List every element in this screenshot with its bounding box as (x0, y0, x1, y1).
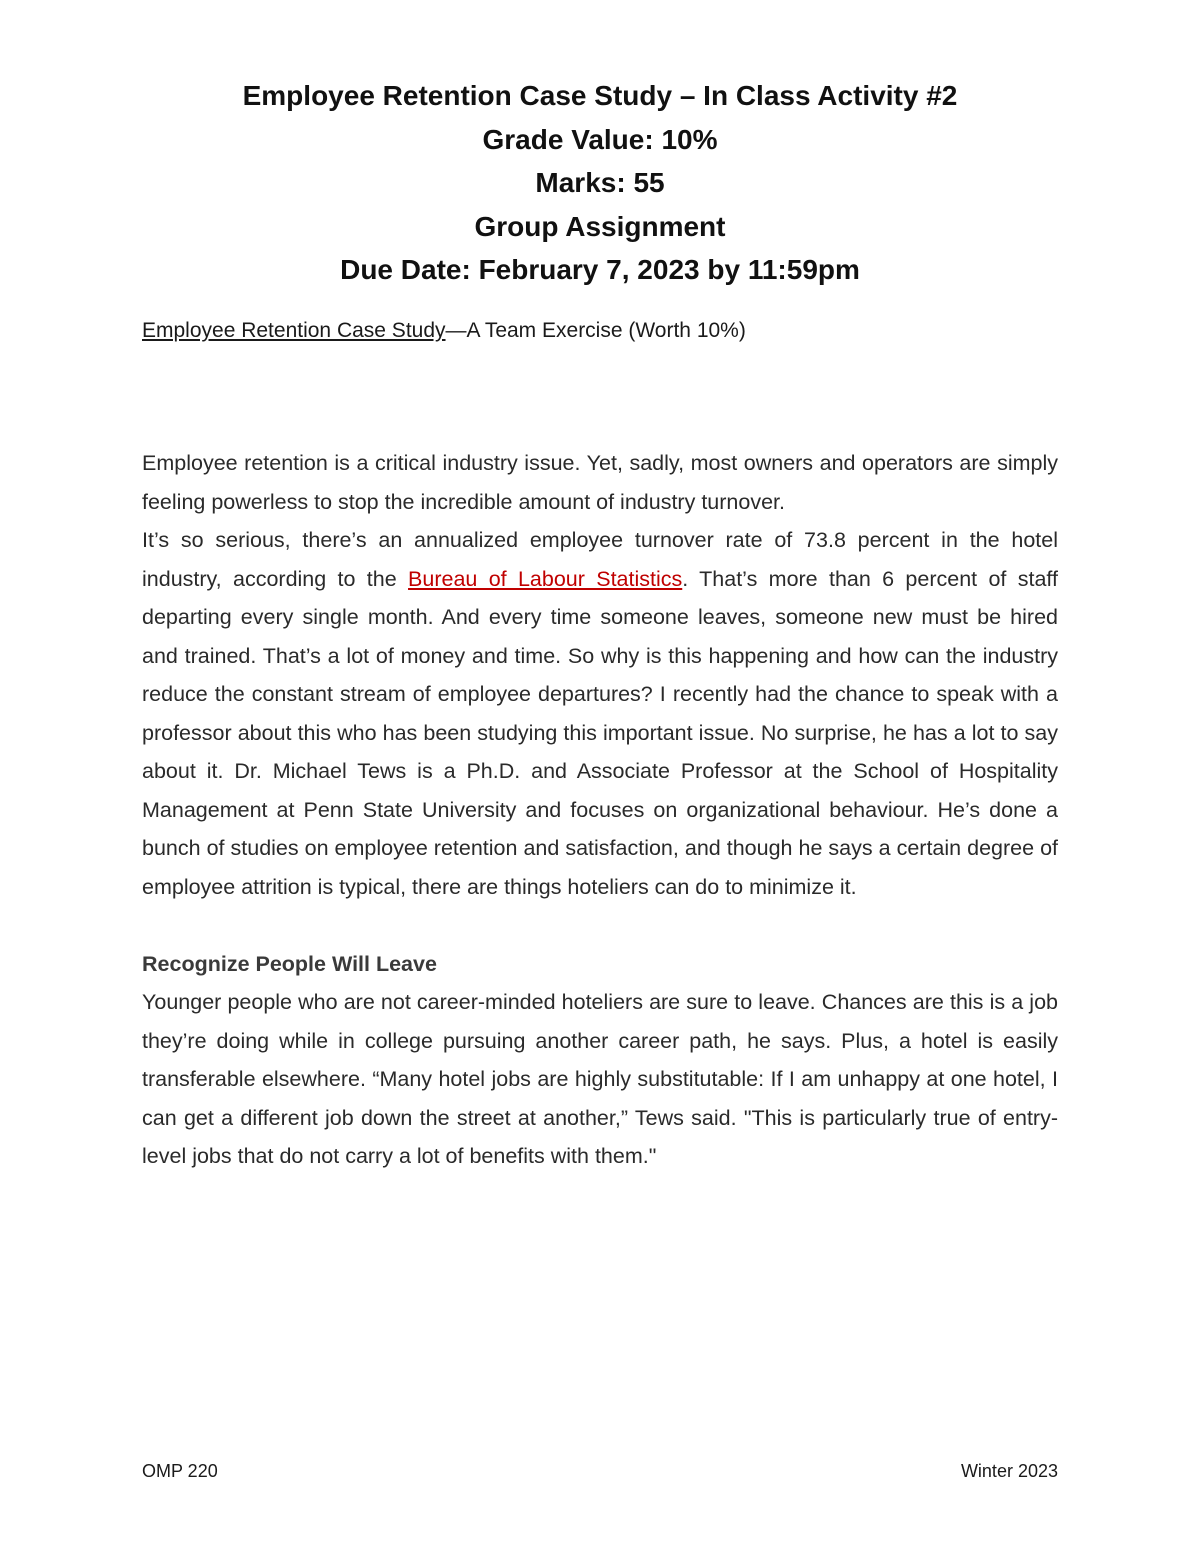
marks: Marks: 55 (535, 167, 665, 198)
due-date: Due Date: February 7, 2023 by 11:59pm (340, 254, 860, 285)
assignment-type: Group Assignment (474, 210, 726, 242)
section-heading: Recognize People Will Leave (142, 951, 437, 976)
paragraph-intro: Employee retention is a critical industry issue. Yet, sadly, most owners and operators are simply feeling powerless to stop the incredible amount of industry turnover. (142, 451, 1058, 514)
paragraph-turnover-rest: . That’s more than 6 percent of staff departing every single month. And every time someone leaves, someone new must be hired and trained. That’s a lot of money and time. So why is this happening and how can the industry reduce the constant stream of employee departures? I recently had the chance to speak with a professor about this who has been studying this important issue. No surprise, he has a lot to say about it. Dr. Michael Tews is a Ph.D. and Associate Professor at the School of Hospitality Management at Penn State University and focuses on organizational behaviour. He’s done a bunch of studies on employee retention and satisfaction, and though he says a certain degree of employee attrition is typical, there are things hoteliers can do to minimize it. (142, 566, 1058, 899)
paragraph-recognize: Younger people who are not career-minded hoteliers are sure to leave. Chances are this is a job they’re doing while in college pursuing another career path, he says. Plus, a hotel is easily transferable elsewhere. “Many hotel jobs are highly substitutable: If I am unhappy at one hotel, I can get a different job down the street at another,” Tews said. "This is particularly true of entry-level jobs that do not carry a lot of benefits with them." (142, 990, 1058, 1168)
subtitle-rest: —A Team Exercise (Worth 10%) (445, 319, 746, 342)
body-text (142, 444, 1058, 1176)
footer-course-code: OMP 220 (142, 1461, 218, 1481)
grade-value: Grade Value: 10% (482, 123, 718, 155)
document-title: Employee Retention Case Study – In Class Activity #2 (242, 80, 958, 111)
title-block (0, 74, 1200, 292)
paragraph-turnover (142, 521, 1058, 906)
subtitle (142, 316, 746, 346)
bureau-of-labour-statistics-link[interactable]: Bureau of Labour Statistics (408, 566, 683, 591)
paragraph-spacer (142, 906, 1058, 945)
paragraph-turnover-start: It’s so serious, there’s an annualized employee turnover rate of 73.8 percent in the hotel industry, according to the (142, 528, 1058, 591)
footer-term: Winter 2023 (960, 1461, 1058, 1481)
subtitle-underlined: Employee Retention Case Study (142, 319, 446, 342)
